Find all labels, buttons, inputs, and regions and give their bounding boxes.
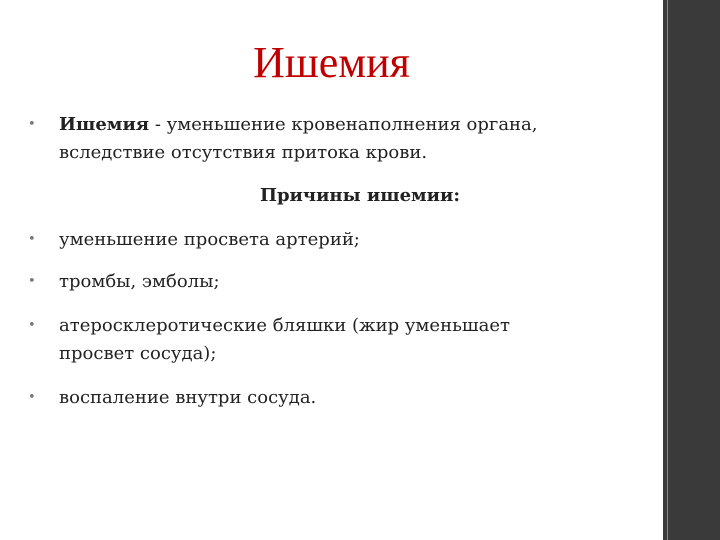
bullet-dot: • <box>28 117 36 132</box>
bullet-dot: • <box>28 274 36 289</box>
right-sidebar-bar <box>663 0 720 540</box>
definition-rest: - уменьшение кровенаполнения органа, <box>149 114 538 135</box>
definition-line-2: вследствие отсутствия притока крови. <box>59 142 428 163</box>
bullet-dot: • <box>28 318 36 333</box>
sidebar-divider-line <box>667 0 668 540</box>
slide-title: Ишемия <box>253 38 410 87</box>
definition-line-1 <box>59 111 659 139</box>
cause-line-2: просвет сосуда); <box>59 343 217 364</box>
cause-text: тромбы, эмболы; <box>59 271 220 292</box>
cause-text: воспаление внутри сосуда. <box>59 387 317 408</box>
bullet-dot: • <box>28 232 36 247</box>
cause-text: уменьшение просвета артерий; <box>59 229 360 250</box>
definition-term: Ишемия <box>59 114 150 135</box>
bullet-dot: • <box>28 390 36 405</box>
definition-text <box>59 111 659 167</box>
cause-line-1: атеросклеротические бляшки (жир уменьшает <box>59 315 510 336</box>
causes-heading: Причины ишемии: <box>259 185 461 206</box>
cause-text <box>59 312 659 368</box>
